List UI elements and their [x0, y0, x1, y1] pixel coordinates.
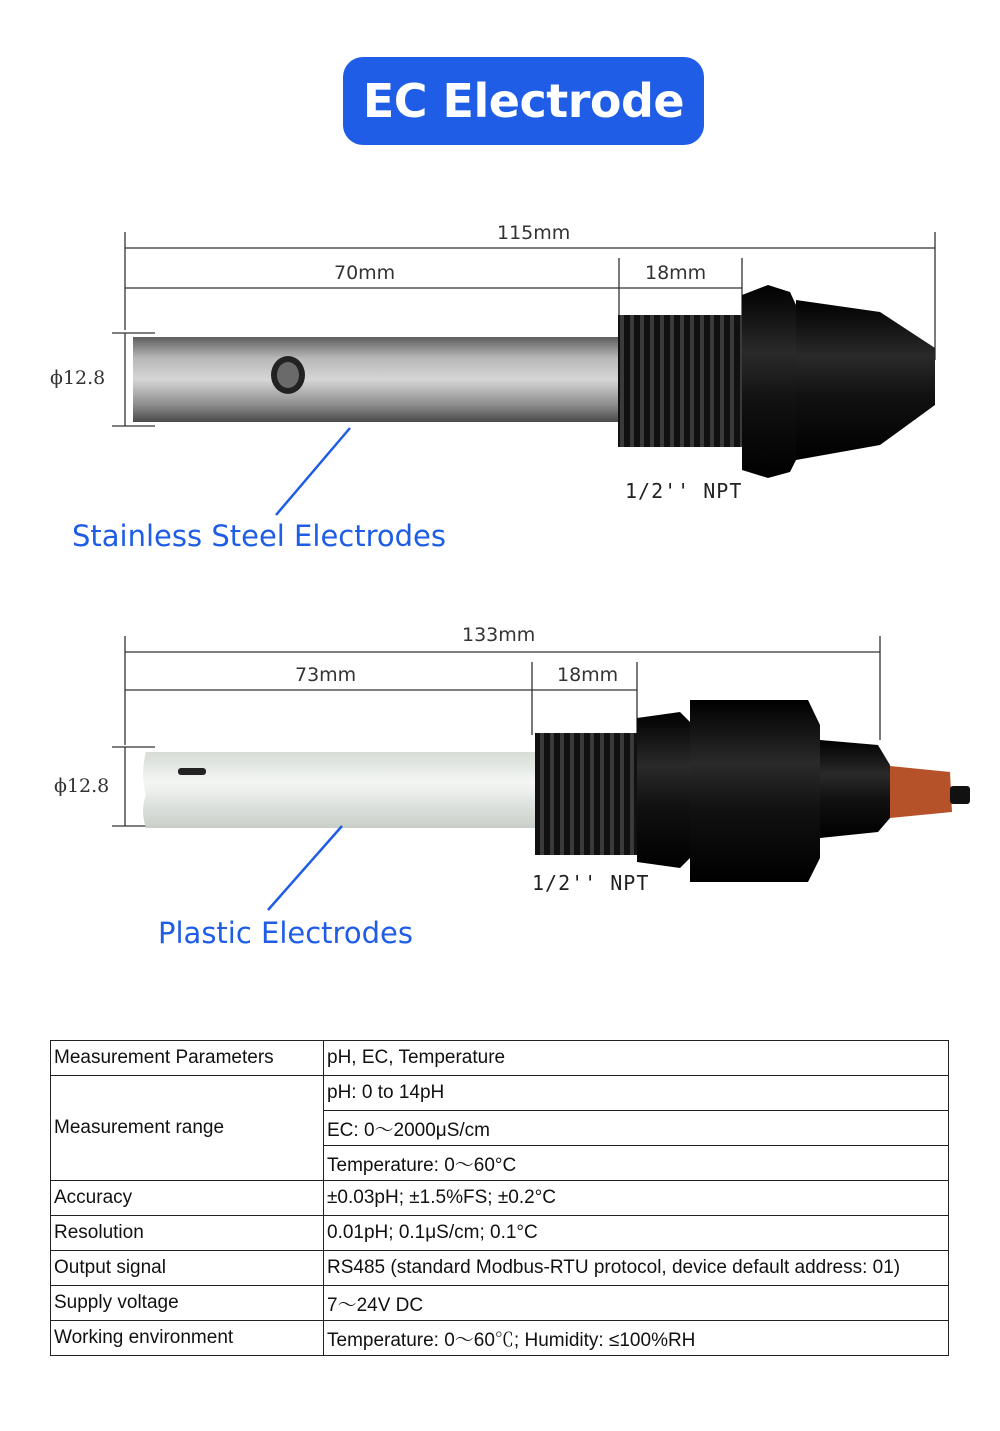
spec-value: EC: 0～2000μS/cm — [324, 1111, 949, 1146]
table-row — [51, 1251, 949, 1286]
page-title: EC Electrode — [343, 57, 704, 145]
plastic-thread-spec: 1/2'' NPT — [532, 871, 650, 895]
spec-label: Measurement range — [51, 1076, 324, 1181]
plastic-diameter: ϕ12.8 — [54, 775, 110, 797]
spec-value: 0.01pH; 0.1μS/cm; 0.1°C — [324, 1216, 949, 1251]
spec-label: Measurement Parameters — [51, 1041, 324, 1076]
table-row — [51, 1041, 949, 1076]
plastic-caption: Plastic Electrodes — [158, 916, 413, 950]
plastic-total-length: 133mm — [462, 624, 536, 646]
table-row — [51, 1321, 949, 1356]
spec-label: Output signal — [51, 1251, 324, 1286]
table-row — [51, 1216, 949, 1251]
plastic-thread-length: 18mm — [557, 664, 619, 686]
stainless-thread-length: 18mm — [645, 262, 707, 284]
specs-table — [50, 1040, 949, 1356]
stainless-total-length: 115mm — [497, 222, 571, 244]
spec-value: pH, EC, Temperature — [324, 1041, 949, 1076]
spec-value: Temperature: 0～60°C — [324, 1146, 949, 1181]
spec-value: 7～24V DC — [324, 1286, 949, 1321]
stainless-electrode-image — [112, 232, 935, 515]
spec-value: Temperature: 0～60℃; Humidity: ≤100%RH — [324, 1321, 949, 1356]
table-row — [51, 1181, 949, 1216]
spec-label: Resolution — [51, 1216, 324, 1251]
plastic-body-length: 73mm — [295, 664, 357, 686]
stainless-thread-spec: 1/2'' NPT — [625, 479, 743, 503]
spec-label: Supply voltage — [51, 1286, 324, 1321]
stainless-diameter: ϕ12.8 — [50, 367, 106, 389]
spec-value: RS485 (standard Modbus-RTU protocol, device default address: 01) — [324, 1251, 949, 1286]
table-row — [51, 1286, 949, 1321]
spec-value: ±0.03pH; ±1.5%FS; ±0.2°C — [324, 1181, 949, 1216]
spec-value: pH: 0 to 14pH — [324, 1076, 949, 1111]
table-row — [51, 1076, 949, 1111]
stainless-caption: Stainless Steel Electrodes — [72, 519, 446, 553]
spec-label: Working environment — [51, 1321, 324, 1356]
stainless-body-length: 70mm — [334, 262, 396, 284]
plastic-electrode-image — [112, 636, 970, 910]
spec-label: Accuracy — [51, 1181, 324, 1216]
